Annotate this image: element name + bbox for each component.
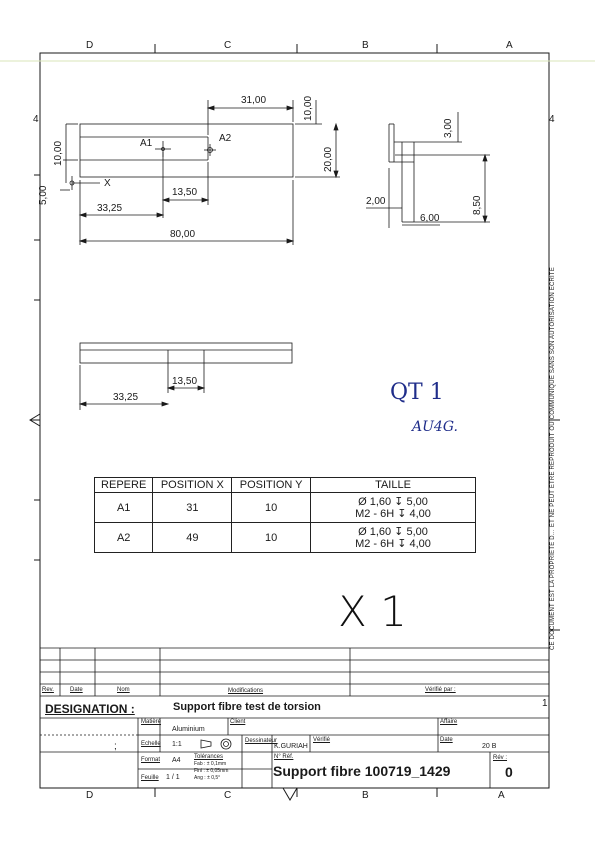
tolerances-label: Tolérances (194, 754, 224, 760)
projection-symbol (198, 737, 238, 751)
dim-80: 80,00 (170, 229, 196, 240)
zone-bottom-c: C (224, 790, 232, 801)
verifie-header: Vérifié par : (425, 687, 456, 693)
dessinateur-value: K.GURIAH (274, 743, 308, 750)
dim-13-50-top: 13,50 (172, 187, 198, 198)
label-a2: A2 (219, 133, 232, 144)
zone-right-4: 4 (549, 114, 555, 125)
feuille-label: Feuille (141, 775, 159, 781)
rev-value: 0 (505, 764, 513, 780)
rev-label: Rév : (493, 755, 508, 761)
dim-33-25-top: 33,25 (97, 203, 123, 214)
header-taille: TAILLE (311, 478, 476, 493)
client-label: Client (230, 719, 246, 725)
designation-label: DESIGNATION : (45, 702, 135, 716)
zone-bottom-b: B (362, 790, 369, 801)
table-row (95, 523, 476, 553)
handwritten-code: QT 1 (390, 380, 444, 405)
label-x: X (104, 178, 111, 189)
date-header: Date (70, 687, 83, 693)
header-position-x: POSITION X (153, 478, 232, 493)
semicolon: ; (114, 741, 117, 752)
nref-label: N° Réf. (274, 754, 294, 760)
zone-bottom-a: A (498, 790, 505, 801)
dim-20: 20,00 (323, 146, 334, 172)
taille-drill: Ø 1,60 ↧ 5,00 (358, 495, 428, 508)
date-value: 20 B (482, 743, 497, 750)
dim-8-50: 8,50 (472, 195, 483, 215)
zone-right-1: 1 (542, 698, 548, 709)
cell-x: 31 (153, 493, 232, 523)
taille-drill: Ø 1,60 ↧ 5,00 (358, 525, 428, 538)
verifie-label: Vérifié (313, 737, 331, 743)
handwritten-quantity: X 1 (338, 587, 407, 636)
cell-y: 10 (232, 493, 311, 523)
zone-top-b: B (362, 40, 369, 51)
cell-repere: A2 (95, 523, 153, 553)
tolerance-ang: Ang : ± 0,5° (194, 775, 221, 781)
affaire-label: Affaire (440, 719, 458, 725)
dim-10-right: 10,00 (303, 95, 314, 121)
format-value: A4 (172, 757, 181, 764)
label-a1: A1 (140, 138, 153, 149)
dim-10-left: 10,00 (53, 140, 64, 166)
tolerance-fini: Fini : ± 0,05mm (194, 768, 229, 774)
designation-value: Support fibre test de torsion (173, 701, 321, 713)
tolerance-fab: Fab : ± 0,1mm (194, 761, 227, 767)
dim-31: 31,00 (241, 95, 267, 106)
modifications-header: Modifications (228, 688, 264, 694)
part-number: Support fibre 100719_1429 (273, 763, 451, 779)
format-label: Format (141, 757, 161, 763)
matiere-value: Aluminium (172, 726, 205, 733)
top-view (60, 100, 340, 245)
matiere-label: Matière (141, 719, 162, 725)
position-table (94, 477, 476, 553)
dim-6: 6,00 (420, 213, 440, 224)
dim-2: 2,00 (366, 196, 386, 207)
header-position-y: POSITION Y (232, 478, 311, 493)
inner-border (40, 53, 549, 788)
dim-13-50-front: 13,50 (172, 376, 198, 387)
zone-top-d: D (86, 40, 94, 51)
dim-5: 5,00 (38, 185, 49, 205)
zone-bottom-d: D (86, 790, 94, 801)
feuille-value: 1 / 1 (166, 774, 180, 781)
dim-33-25-front: 33,25 (113, 392, 139, 403)
cell-taille (311, 523, 476, 553)
zone-left-4: 4 (33, 114, 39, 125)
dessinateur-label: Dessinateur (245, 738, 278, 744)
echelle-label: Echelle (141, 741, 161, 747)
nom-header: Nom (117, 687, 130, 693)
cell-y: 10 (232, 523, 311, 553)
taille-thread: M2 - 6H ↧ 4,00 (355, 537, 431, 550)
handwritten-initials: AU4G. (412, 419, 458, 435)
dim-3: 3,00 (443, 118, 454, 138)
table-row (95, 493, 476, 523)
taille-thread: M2 - 6H ↧ 4,00 (355, 507, 431, 520)
date-label: Date (440, 737, 453, 743)
rev-header: Rev. (42, 687, 54, 693)
cell-x: 49 (153, 523, 232, 553)
cell-taille (311, 493, 476, 523)
zone-top-c: C (224, 40, 232, 51)
zone-top-a: A (506, 40, 513, 51)
copyright-strip: CE DOCUMENT EST LA PROPRIETE D… ET NE PEUT ETRE REPRODUIT OU COMMUNIQUE SANS SON AUTORISATION ECRITE (550, 267, 556, 650)
header-repere: REPERE (95, 478, 153, 493)
cell-repere: A1 (95, 493, 153, 523)
echelle-value: 1:1 (172, 741, 182, 748)
